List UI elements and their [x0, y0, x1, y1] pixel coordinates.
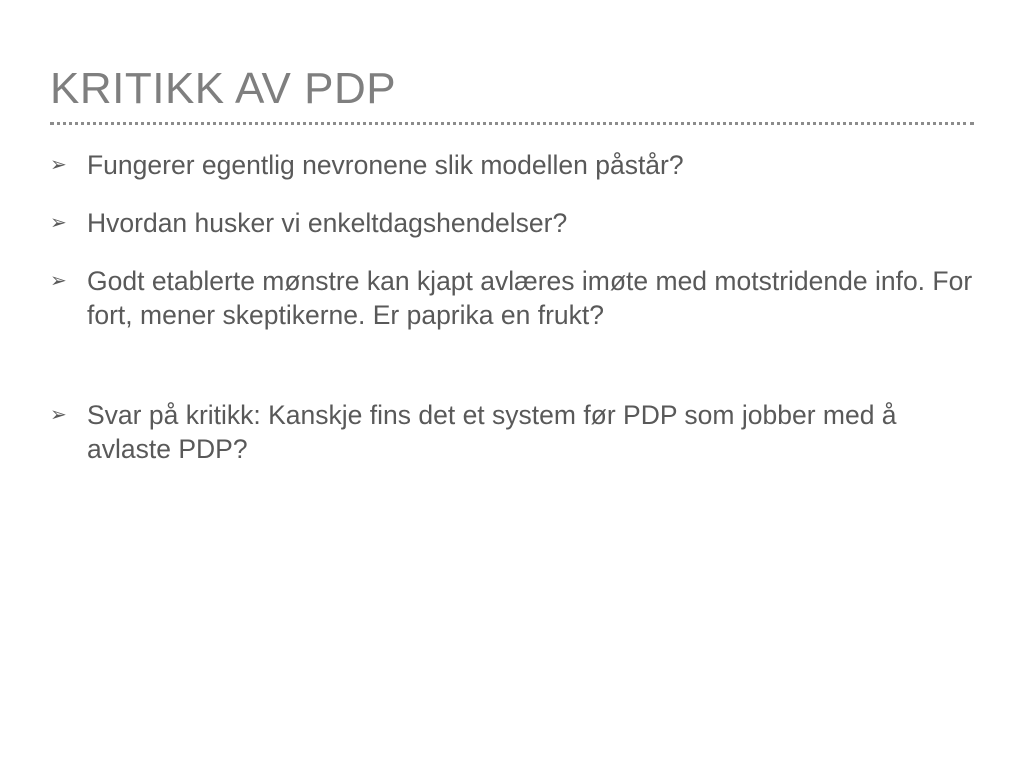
bullet-item [50, 206, 980, 240]
bullet-text: Svar på kritikk: Kanskje fins det et system før PDP som jobber med å avlaste PDP? [87, 400, 897, 464]
arrow-bullet-icon: ➢ [50, 154, 67, 176]
bullet-item [50, 148, 980, 182]
bullet-text: Fungerer egentlig nevronene slik modellen påstår? [87, 150, 684, 180]
bullet-item [50, 398, 980, 466]
bullet-list [50, 148, 980, 466]
arrow-bullet-icon: ➢ [50, 212, 67, 234]
bullet-text: Hvordan husker vi enkeltdagshendelser? [87, 208, 568, 238]
bullet-text: Godt etablerte mønstre kan kjapt avlæres imøte med motstridende info. For fort, mener skeptikerne. Er paprika en frukt? [87, 266, 973, 330]
arrow-bullet-icon: ➢ [50, 270, 67, 292]
arrow-bullet-icon: ➢ [50, 404, 67, 426]
bullet-item [50, 264, 980, 332]
title-divider [50, 122, 974, 125]
slide-title: KRITIKK AV PDP [50, 64, 397, 113]
